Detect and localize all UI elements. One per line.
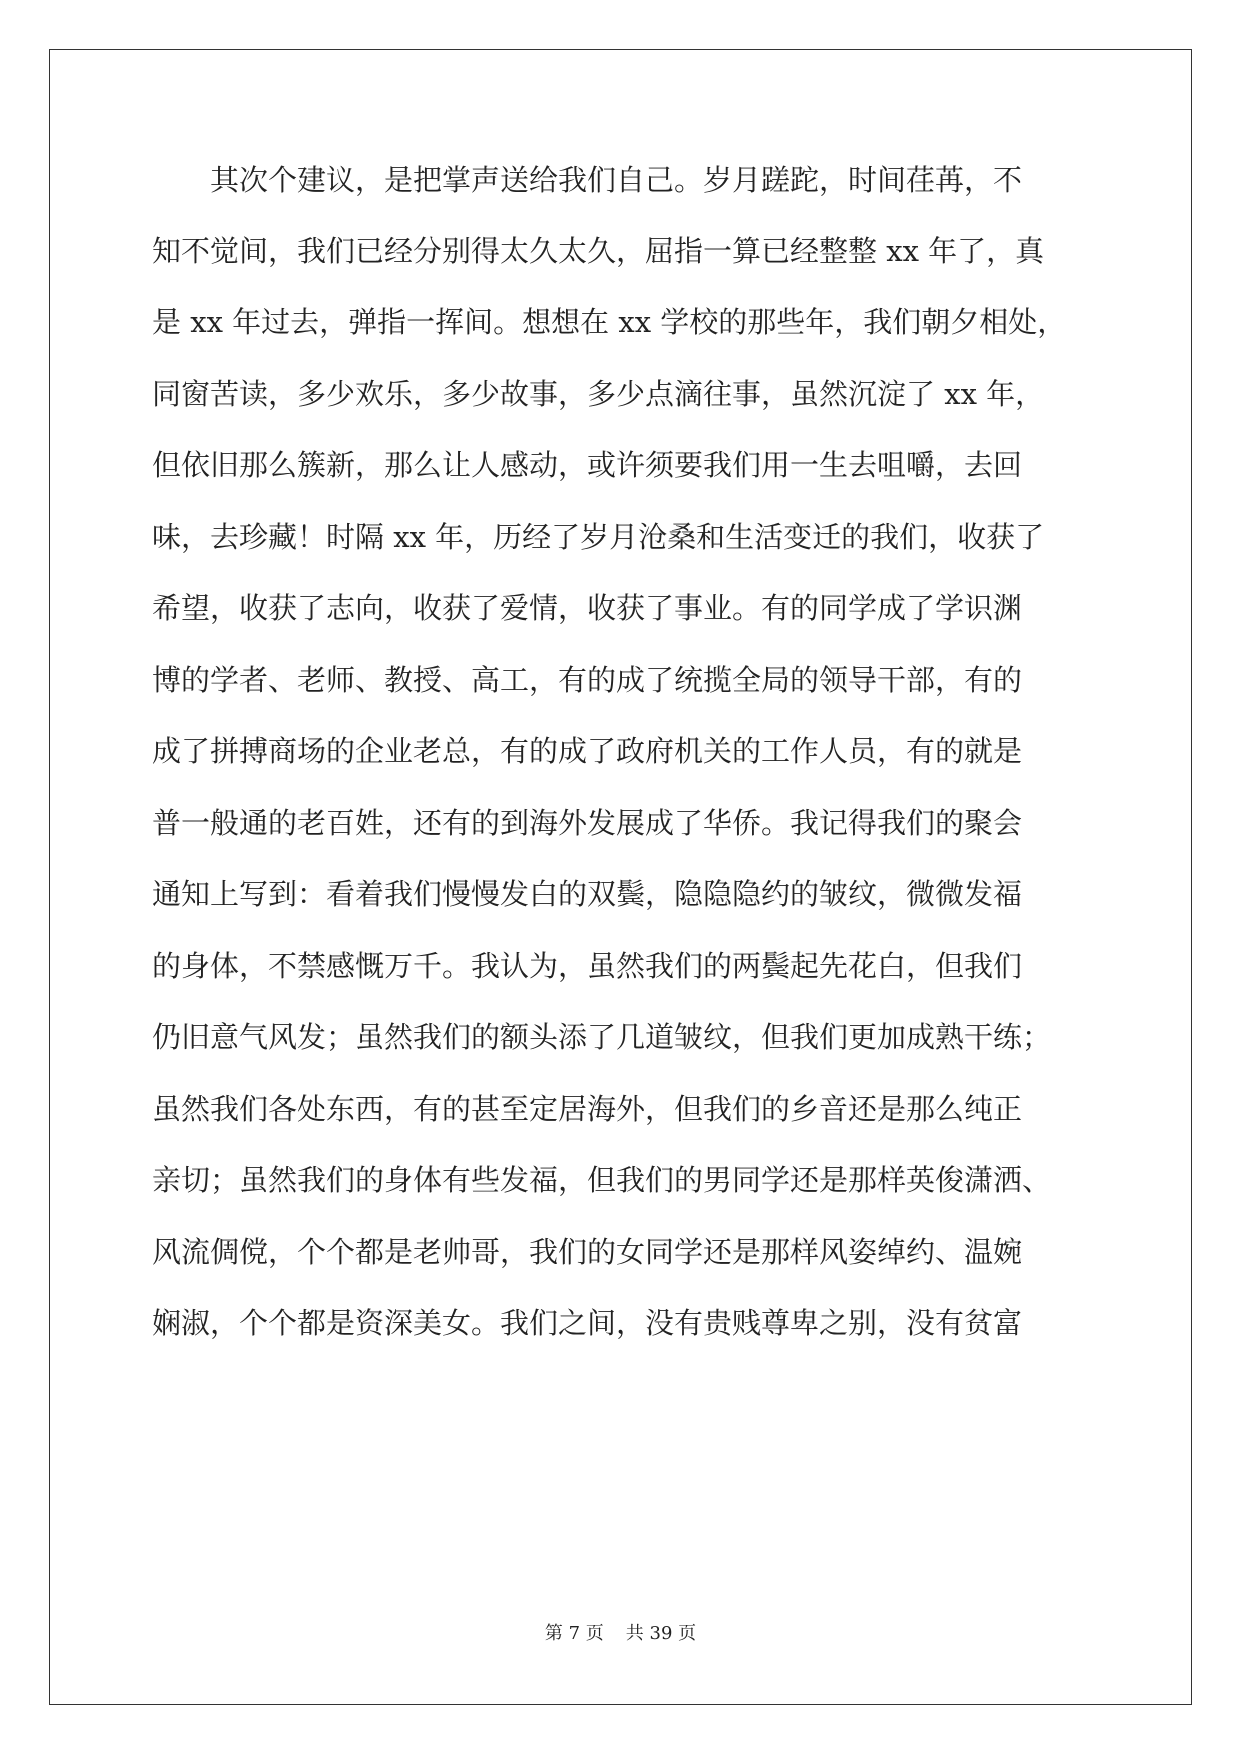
text-line: 亲切；虽然我们的身体有些发福，但我们的男同学还是那样英俊潇洒、	[152, 1163, 1052, 1197]
page-footer	[0, 1622, 1241, 1646]
text-line: 普一般通的老百姓，还有的到海外发展成了华侨。我记得我们的聚会	[152, 806, 1023, 840]
text-line: 仍旧意气风发；虽然我们的额头添了几道皱纹，但我们更加成熟干练；	[152, 1020, 1052, 1054]
text-line: 的身体，不禁感慨万千。我认为，虽然我们的两鬓起先花白，但我们	[152, 949, 1023, 983]
text-line: 博的学者、老师、教授、高工，有的成了统揽全局的领导干部，有的	[152, 663, 1023, 697]
text-line: 希望，收获了志向，收获了爱情，收获了事业。有的同学成了学识渊	[152, 591, 1023, 625]
text-line: 同窗苦读，多少欢乐，多少故事，多少点滴往事，虽然沉淀了 xx 年，	[152, 377, 1045, 411]
text-line: 味，去珍藏！时隔 xx 年，历经了岁月沧桑和生活变迁的我们，收获了	[152, 520, 1045, 554]
text-line: 知不觉间，我们已经分别得太久太久，屈指一算已经整整 xx 年了，真	[152, 234, 1045, 268]
text-line: 成了拼搏商场的企业老总，有的成了政府机关的工作人员，有的就是	[152, 734, 1023, 768]
text-line: 其次个建议，是把掌声送给我们自己。岁月蹉跎，时间荏苒，不	[152, 163, 1023, 197]
text-line: 风流倜傥，个个都是老帅哥，我们的女同学还是那样风姿绰约、温婉	[152, 1235, 1023, 1269]
page-number: 第 7 页	[544, 1623, 604, 1644]
text-line: 通知上写到：看着我们慢慢发白的双鬓，隐隐隐约的皱纹，微微发福	[152, 877, 1023, 911]
text-line: 但依旧那么簇新，那么让人感动，或许须要我们用一生去咀嚼，去回	[152, 448, 1023, 482]
text-line: 娴淑，个个都是资深美女。我们之间，没有贵贱尊卑之别，没有贫富	[152, 1306, 1023, 1340]
total-pages: 共 39 页	[625, 1623, 697, 1644]
text-line: 虽然我们各处东西，有的甚至定居海外，但我们的乡音还是那么纯正	[152, 1092, 1023, 1126]
text-line: 是 xx 年过去，弹指一挥间。想想在 xx 学校的那些年，我们朝夕相处，	[152, 305, 1067, 339]
